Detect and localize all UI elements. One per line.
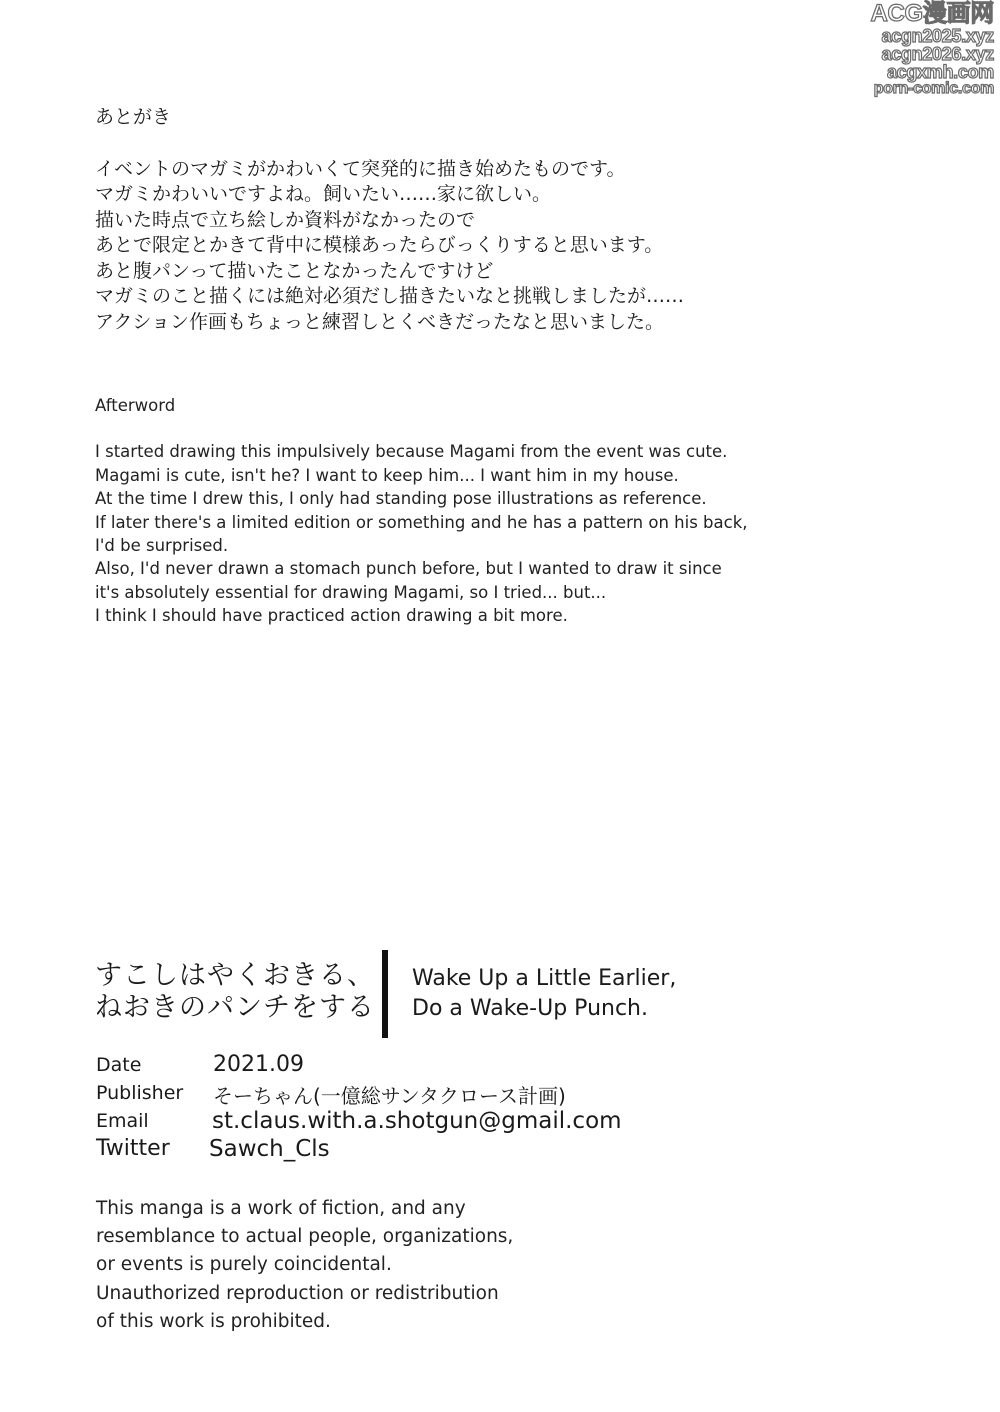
disclaimer-line: or events is purely coincidental. — [96, 1254, 392, 1276]
book-title-english-line: Wake Up a Little Earlier, — [412, 966, 677, 991]
afterword-japanese-line: イベントのマガミがかわいくて突発的に描き始めたものです。 — [95, 157, 626, 180]
twitter-value: Sawch_Cls — [209, 1136, 330, 1162]
afterword-japanese-line: マガミのこと描くには絶対必須だし描きたいなと挑戦しましたが…… — [95, 285, 685, 307]
publisher-label: Publisher — [96, 1082, 184, 1104]
afterword-japanese-line: 描いた時点で立ち絵しか資料がなかったので — [95, 208, 476, 231]
book-title-japanese — [95, 960, 375, 1024]
disclaimer-line: resemblance to actual people, organizations, — [96, 1226, 514, 1248]
afterword-japanese-line: マガミかわいいですよね。飼いたい……家に欲しい。 — [95, 183, 552, 205]
afterword-english-line: If later there's a limited edition or something and he has a pattern on his back, — [95, 512, 748, 532]
afterword-japanese-line: あとで限定とかきて背中に模様あったらびっくりすると思います。 — [95, 234, 664, 256]
book-title-english — [412, 964, 676, 1024]
watermark-line: acgn2025.xyz — [881, 26, 994, 46]
afterword-english — [95, 394, 875, 628]
publisher-value: そーちゃん(一億総サンタクロース計画) — [213, 1084, 566, 1108]
afterword-english-line: Also, I'd never drawn a stomach punch before, but I wanted to draw it since — [95, 559, 722, 579]
afterword-english-line: Magami is cute, isn't he? I want to keep him... I want him in my house. — [95, 465, 679, 485]
disclaimer-line: of this work is prohibited. — [96, 1310, 331, 1332]
site-watermark — [870, 2, 994, 97]
afterword-japanese-line: あと腹パンって描いたことなかったんですけど — [95, 259, 494, 282]
email-value: st.claus.with.a.shotgun@gmail.com — [212, 1108, 622, 1134]
disclaimer-line: This manga is a work of fiction, and any — [96, 1198, 466, 1219]
afterword-english-title: Afterword — [95, 396, 176, 415]
afterword-english-line: I'd be surprised. — [95, 536, 229, 556]
watermark-line: ACG漫画网 — [870, 0, 994, 27]
disclaimer — [96, 1195, 513, 1336]
watermark-line: acgn2026.xyz — [881, 44, 994, 64]
email-label: Email — [96, 1110, 149, 1132]
disclaimer-line: Unauthorized reproduction or redistribution — [96, 1282, 499, 1304]
title-divider — [382, 950, 388, 1038]
afterword-japanese — [95, 105, 895, 335]
twitter-label: Twitter — [96, 1136, 170, 1161]
date-value: 2021.09 — [213, 1052, 304, 1077]
afterword-english-line: I think I should have practiced action drawing a bit more. — [95, 606, 568, 626]
book-title-english-line: Do a Wake-Up Punch. — [412, 996, 648, 1021]
book-title-japanese-line: ねおきのパンチをする — [95, 992, 375, 1023]
afterword-english-line: At the time I drew this, I only had standing pose illustrations as reference. — [95, 489, 707, 509]
afterword-english-line: it's absolutely essential for drawing Magami, so I tried... but... — [95, 582, 607, 602]
watermark-line: acgxmh.com — [886, 62, 994, 82]
afterword-japanese-title: あとがき — [95, 106, 172, 128]
afterword-japanese-line: アクション作画もちょっと練習しとくべきだったなと思いました。 — [95, 310, 665, 333]
watermark-line: porn-comic.com — [873, 80, 994, 97]
afterword-english-line: I started drawing this impulsively because Magami from the event was cute. — [95, 442, 728, 462]
date-label: Date — [96, 1054, 142, 1076]
book-title-japanese-line: すこしはやくおきる、 — [95, 960, 375, 991]
